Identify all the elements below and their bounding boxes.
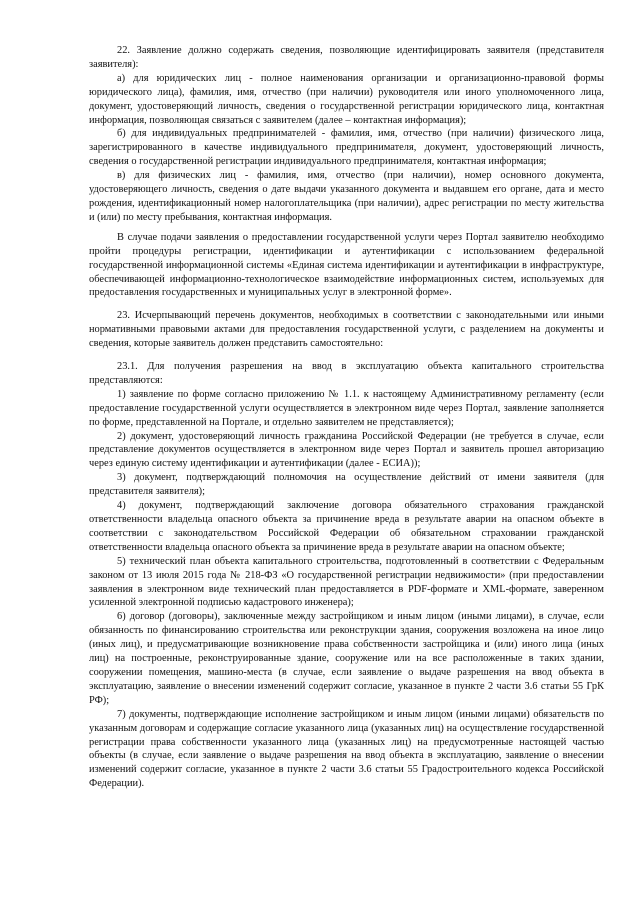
paragraph-portal-registration: В случае подачи заявления о предоставлении государственной услуги через Портал заявителю необходимо пройти процедуры регистрации, идентификации и аутентификации с использованием федеральной государственной информационной системы «Единая система идентификации и аутентификации в инфраструктуре, обеспечивающей информационно-технологическое взаимодействие информационных систем, используемых для предоставления государственных и муниципальных услуг в электронной форме». — [89, 231, 604, 299]
paragraph-22-v: в) для физических лиц - фамилия, имя, отчество (при наличии), номер основного документа, удостоверяющего личность, сведения о дате выдачи указанного документа и выдавшем его органе, дата и место рождения, идентификационный номер налогоплательщика (при наличии), адрес регистрации по месту жительства и (или) по месту пребывания, контактная информация. — [89, 170, 604, 223]
list-item-4: 4) документ, подтверждающий заключение договора обязательного страхования гражданской ответственности владельца опасного объекта за причинение вреда в результате аварии на опасном объекте в соответствии с законодательством Российской Федерации об обязательном страховании гражданской ответственности владельца опасного объекта за причинение вреда в результате аварии на опасном объекте; — [89, 500, 604, 553]
paragraph-22-intro: 22. Заявление должно содержать сведения, позволяющие идентифицировать заявителя (представителя заявителя): — [89, 45, 604, 70]
list-item-1: 1) заявление по форме согласно приложению № 1.1. к настоящему Административному регламенту (если предоставление государственной услуги осуществляется в электронном виде через Портал, заявление заполняется по форме, представленной на Портале, и отдельно заявителем не представляется); — [89, 388, 604, 428]
list-item-7: 7) документы, подтверждающие исполнение застройщиком и иным лицом (иными лицами) обязательств по указанным договорам и содержащие согласие указанного лица (указанных лиц) на осуществление государственной регистрации права собственности указанного лица (указанных лиц) на предусмотренные настоящей частью объекты (в случае, если заявление о выдаче разрешения на ввод объекта в эксплуатацию, заявление о внесении изменений содержит согласие, указанное в пункте 2 части 3.6 статьи 55 Градостроительного кодекса Российской Федерации). — [89, 708, 604, 790]
paragraph-22-b: б) для индивидуальных предпринимателей - фамилия, имя, отчество (при наличии) физического лица, зарегистрированного в качестве индивидуального предпринимателя, документ, удостоверяющий личность, сведения о государственной регистрации индивидуального предпринимателя, контактная информация; — [89, 128, 604, 168]
paragraph-23-intro: 23. Исчерпывающий перечень документов, необходимых в соответствии с законодательными или иными нормативными правовыми актами для предоставления государственной услуги, с разделением на документы и сведения, которые заявитель должен представить самостоятельно: — [89, 310, 604, 350]
paragraph-22-a: а) для юридических лиц - полное наименования организации и организационно-правовой формы юридического лица), фамилия, имя, отчество (при наличии) руководителя или иного уполномоченного лица, документ, удостоверяющий личность, сведения о государственной регистрации юридического лица, контактная информация, позволяющая связаться с заявителем (далее – контактная информация); — [89, 72, 604, 126]
paragraph-23-1-intro: 23.1. Для получения разрешения на ввод в эксплуатацию объекта капитального строительства представляются: — [89, 361, 604, 386]
list-item-2: 2) документ, удостоверяющий личность гражданина Российской Федерации (не требуется в случае, если представление документов осуществляется в электронном виде через Портал и заявитель прошел авторизацию через единую систему идентификации и аутентификации (далее - ЕСИА)); — [89, 430, 604, 470]
list-item-6: 6) договор (договоры), заключенные между застройщиком и иным лицом (иными лицами), в случае, если обязанность по финансированию строительства или реконструкции здания, сооружения возложена на иное лицо (иных лиц), и предусматривающие возникновение права собственности застройщика и (или) иного лица (иных лиц) на построенные, реконструированные здание, сооружение или на все расположенные в таких здании, сооружении помещения, машино-места (в случае, если заявление о выдаче разрешения на ввод объекта в эксплуатацию, заявление о внесении изменений содержит согласие, указанное в пункте 2 части 3.6 статьи 55 ГрК РФ); — [89, 611, 604, 706]
list-item-5: 5) технический план объекта капитального строительства, подготовленный в соответствии с Федеральным законом от 13 июля 2015 года № 218-ФЗ «О государственной регистрации недвижимости» (при предоставлении заявления в электронном виде технический план предоставляется в PDF-формате и XML-формате, заверенном усиленной электронной подписью кадастрового инженера); — [89, 555, 604, 609]
list-item-3: 3) документ, подтверждающий полномочия на осуществление действий от имени заявителя (для представителя заявителя); — [89, 472, 604, 498]
